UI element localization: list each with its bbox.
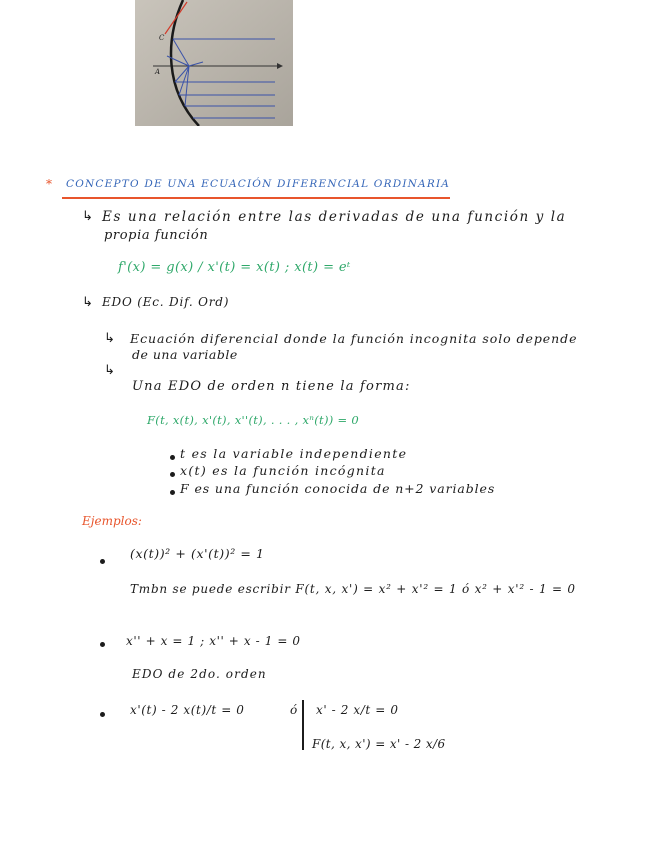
example-3-or: ó [290, 703, 298, 717]
edo-definition-line-1: Ecuación diferencial donde la función incognita solo depende [130, 331, 578, 346]
section-title: CONCEPTO DE UNA ECUACIÓN DIFERENCIAL ORDINARIA [66, 178, 451, 190]
bullet-dot [100, 642, 105, 647]
definition-line-1: Es una relación entre las derivadas de una función y la [102, 209, 567, 225]
arrow-icon: ↳ [104, 331, 115, 346]
arrow-icon: ↳ [82, 209, 93, 224]
example-2: x'' + x = 1 ; x'' + x - 1 = 0 [126, 634, 301, 648]
edo-point-3: F es una función conocida de n+2 variables [180, 481, 496, 496]
bullet-dot [170, 472, 175, 477]
edo-general-form: F(t, x(t), x'(t), x''(t), . . . , xⁿ(t)) = 0 [147, 413, 359, 427]
arrow-icon: ↳ [82, 295, 93, 310]
edo-point-2: x(t) es la función incógnita [180, 463, 386, 478]
bullet-dot [170, 455, 175, 460]
edo-definition-line-2: de una variable [132, 347, 238, 362]
example-1-note: Tmbn se puede escribir F(t, x, x') = x² + x'² = 1 ó x² + x'² - 1 = 0 [130, 582, 576, 596]
bullet-dot [100, 712, 105, 717]
point-a-label: A [155, 68, 161, 76]
definition-line-2: propia función [104, 228, 209, 243]
edo-label: EDO (Ec. Dif. Ord) [102, 295, 230, 309]
example-2-note: EDO de 2do. orden [132, 667, 267, 681]
title-underline [62, 197, 450, 199]
parabola-diagram [135, 0, 293, 126]
point-c-label: C [159, 34, 165, 42]
example-3-alt-a: x' - 2 x/t = 0 [316, 703, 399, 717]
heading-star: * [46, 177, 52, 191]
definition-example: f'(x) = g(x) / x'(t) = x(t) ; x(t) = eᵗ [118, 260, 351, 275]
mirror-photo [135, 0, 293, 126]
example-3: x'(t) - 2 x(t)/t = 0 [130, 703, 245, 717]
arrow-icon: ↳ [104, 363, 115, 378]
brace-line [302, 700, 304, 750]
examples-title: Ejemplos: [82, 514, 142, 528]
bullet-dot [170, 490, 175, 495]
edo-point-1: t es la variable independiente [180, 446, 408, 461]
example-3-alt-b: F(t, x, x') = x' - 2 x/6 [312, 737, 446, 751]
example-1: (x(t))² + (x'(t))² = 1 [130, 546, 265, 561]
edo-form-intro: Una EDO de orden n tiene la forma: [132, 379, 411, 394]
bullet-dot [100, 559, 105, 564]
